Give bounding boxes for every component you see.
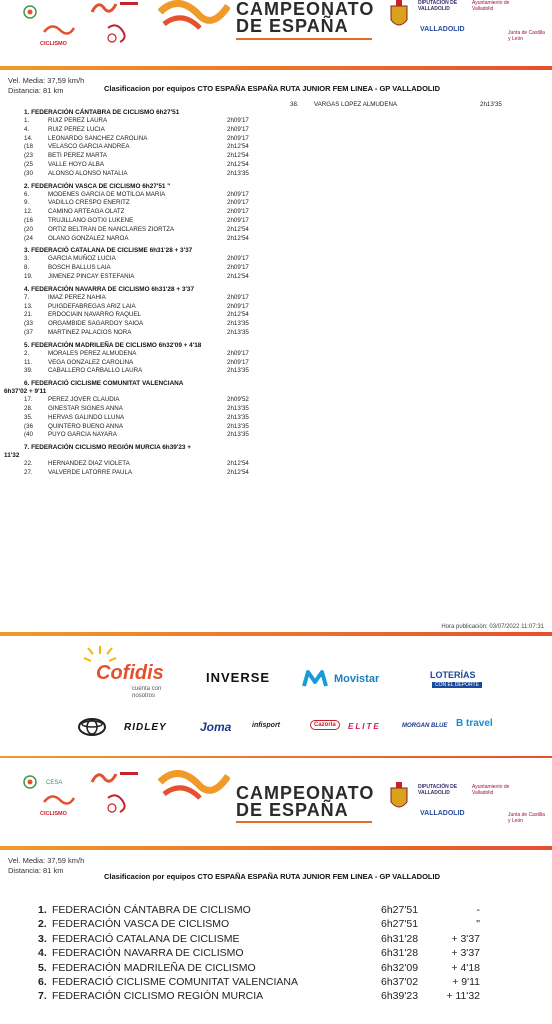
rider-row <box>24 320 284 329</box>
team-block <box>4 380 284 440</box>
summary-rank: 2. <box>38 918 47 931</box>
summary-gap: + 9'11 <box>452 975 480 988</box>
ciclismo-logo <box>38 22 78 48</box>
inverse-logo: INVERSE <box>206 670 271 685</box>
rider-time: 2h09'17 <box>227 134 249 142</box>
ridley-logo: RIDLEY <box>124 722 167 733</box>
rider-name: GINESTAR SIGNES ANNA <box>48 404 123 412</box>
team-block <box>24 247 284 281</box>
rider-name: RUIZ PEREZ LUCIA <box>48 125 105 133</box>
rider-row <box>24 469 284 478</box>
rider-time: 2h12'54 <box>227 160 249 168</box>
valladolid-logo: VALLADOLID <box>420 810 465 817</box>
extra-rider-row <box>290 101 520 110</box>
rider-row <box>24 170 284 179</box>
rider-name: VADILLO CRESPO ENERITZ <box>48 199 130 207</box>
distance: Distancia: 81 km <box>8 866 64 875</box>
rider-position: (18 <box>24 143 33 151</box>
rider-name: PUYO GARCIA NAYARA <box>48 431 117 439</box>
rider-name: ORGAMBIDE SAGARDOY SAIOA <box>48 320 144 328</box>
rider-name: ORTIZ BELTRAN DE NANCLARES ZIORTZA <box>48 225 175 233</box>
rider-name: LEONARDO SANCHEZ CAROLINA <box>48 134 148 142</box>
cesa-text: CESA <box>46 780 63 786</box>
rider-time: 2h12'54 <box>227 143 249 151</box>
rider-row <box>24 396 284 405</box>
summary-gap: + 3'37 <box>451 947 480 960</box>
summary-team: FEDERACIÓN VASCA DE CICLISMO <box>52 918 230 931</box>
rider-position: 7. <box>24 293 30 301</box>
rider-name: PUIGDEFABREGAS ARIZ LAIA <box>48 302 136 310</box>
joma-logo: Joma <box>200 720 232 734</box>
diputacion-logo: DIPUTACIÓN DE VALLADOLID <box>418 784 458 796</box>
rider-name: VELASCO GARCIA ANDREA <box>48 143 130 151</box>
summary-table <box>38 904 552 1005</box>
summary-time: 6h31'28 <box>381 947 419 960</box>
rider-row <box>24 226 284 235</box>
rider-position: 2. <box>24 349 30 357</box>
elite-logo: ELITE <box>348 722 381 731</box>
championship-swoosh-logo <box>158 0 230 40</box>
summary-row <box>38 904 552 918</box>
rider-time: 2h13'35 <box>227 169 249 177</box>
team-header: 7. FEDERACIÓN CICLISMO REGIÓN MURCIA 6h39'23 + <box>24 444 191 452</box>
rider-position: (25 <box>24 160 33 168</box>
rider-time: 2h12'54 <box>227 272 249 280</box>
infisport-logo: infisport <box>252 722 280 729</box>
summary-team: FEDERACIÓN MADRILEÑA DE CICLISMO <box>52 961 256 974</box>
rider-name: PEREZ JOVER CLAUDIA <box>48 396 120 404</box>
team-block <box>4 444 284 478</box>
rider-row <box>24 431 284 440</box>
rider-row <box>24 126 284 135</box>
cesa-logo <box>22 4 52 22</box>
loterias-tagline: CON EL DEPORTE <box>432 682 482 688</box>
rider-row <box>24 303 284 312</box>
team-block <box>24 286 284 338</box>
svg-text:CICLISMO: CICLISMO <box>40 41 67 47</box>
junta-logo: Junta de Castilla y León <box>508 30 545 42</box>
team-block <box>24 183 284 244</box>
rider-time: 2h13'35 <box>227 431 249 439</box>
avg-speed: Vel. Media: 37,59 km/h <box>8 76 85 85</box>
rider-position: 28. <box>24 404 33 412</box>
junta-logo: Junta de Castilla y León <box>508 812 545 824</box>
loterias-logo: LOTERÍAS <box>430 670 476 680</box>
rider-position: (30 <box>24 169 33 177</box>
rider-position: 14. <box>24 134 33 142</box>
rider-position: 35. <box>24 413 33 421</box>
rider-row <box>24 367 284 376</box>
rider-name: MORALES PEREZ ALMUDENA <box>48 349 137 357</box>
summary-team: FEDERACIÓN CÁNTABRA DE CICLISMO <box>52 904 251 916</box>
header-banner <box>0 0 552 66</box>
summary-gap: + 3'37 <box>451 932 480 945</box>
rider-row <box>24 152 284 161</box>
rider-time: 2h09'17 <box>227 255 249 263</box>
rider-row <box>24 191 284 200</box>
rider-row <box>24 208 284 217</box>
rider-name: BOSCH BALLUS LAIA <box>48 264 111 272</box>
rider-name: VARGAS LOPEZ ALMUDENA <box>314 101 398 108</box>
rider-row <box>24 161 284 170</box>
rider-name: TRUJILLANO GOTXI LUKENE <box>48 216 134 224</box>
summary-team: FEDERACIÓN CICLISMO REGIÓN MURCIA <box>52 990 264 1003</box>
rider-time: 2h09'17 <box>227 117 249 124</box>
rider-position: 17. <box>24 396 33 404</box>
summary-time: 6h37'02 <box>381 975 419 988</box>
rider-position: 22. <box>24 460 33 468</box>
team-header-continued: 6h37'02 + 9'11 <box>4 388 47 396</box>
summary-gap: + 11'32 <box>446 990 480 1003</box>
rider-time: 2h13'35 <box>227 413 249 421</box>
rider-time: 2h13'35 <box>227 404 249 412</box>
orange-divider-3 <box>0 756 552 758</box>
rider-row <box>24 423 284 432</box>
rider-position: 27. <box>24 468 33 476</box>
rider-name: VEGA GONZALEZ CAROLINA <box>48 358 134 366</box>
summary-row <box>38 947 552 961</box>
rider-position: (24 <box>24 234 33 242</box>
rider-position: (40 <box>24 431 33 439</box>
rider-position: 12. <box>24 208 33 216</box>
results-page-top <box>0 0 552 96</box>
toyota-icon <box>78 718 106 736</box>
classification-title: Clasificacion por equipos CTO ESPAÑA ESPAÑA RUTA JUNIOR FEM LINEA - GP VALLADOLID <box>104 84 440 93</box>
summary-time: 6h31'28 <box>381 932 419 945</box>
ayuntamiento-logo: Ayuntamiento de Valladolid <box>472 784 510 796</box>
cazorla-logo: Cazorla <box>310 720 340 730</box>
results-page-summary <box>0 770 552 881</box>
team-header: 1. FEDERACIÓN CÁNTABRA DE CICLISMO 6h27'51 <box>24 109 180 116</box>
castilla-leon-cycling-logo <box>98 794 134 820</box>
summary-time: 6h39'23 <box>381 990 419 1003</box>
header-banner-2 <box>0 770 552 836</box>
rider-time: 2h13'35 <box>480 101 502 108</box>
rider-row <box>24 143 284 152</box>
summary-gap: - <box>476 904 480 916</box>
rider-position: 6. <box>24 190 30 198</box>
rider-row <box>24 414 284 423</box>
rider-time: 2h09'17 <box>227 302 249 310</box>
zaratan-crest-icon <box>388 0 410 32</box>
rider-row <box>24 135 284 144</box>
ayuntamiento-logo: Ayuntamiento de Valladolid <box>472 0 510 12</box>
summary-rank: 1. <box>38 904 47 916</box>
distance: Distancia: 81 km <box>8 86 64 95</box>
rider-row <box>24 264 284 273</box>
rider-time: 2h09'17 <box>227 358 249 366</box>
rider-name: VALVERDE LATORRE PAULA <box>48 468 133 476</box>
rider-time: 2h09'52 <box>227 396 249 404</box>
rider-name: HERVAS GALINDO LLUNA <box>48 413 125 421</box>
sponsors-section <box>0 640 552 750</box>
cofidis-logo: Cofidis <box>96 662 164 684</box>
svg-text:CICLISMO: CICLISMO <box>40 811 67 817</box>
ciclismo-logo <box>38 792 78 818</box>
championship-swoosh-logo <box>158 770 230 810</box>
rider-name: MODENES GARCIA DE MOTILOA MARIA <box>48 190 166 198</box>
title-underline <box>236 38 372 40</box>
rider-name: QUINTERO BUENO ANNA <box>48 422 123 430</box>
team-header: 2. FEDERACIÓN VASCA DE CICLISMO 6h27'51 " <box>24 182 171 190</box>
summary-rank: 5. <box>38 961 47 974</box>
rider-row <box>24 329 284 338</box>
movistar-logo: Movistar <box>334 673 380 685</box>
summary-rank: 7. <box>38 990 47 1003</box>
summary-gap: + 4'18 <box>451 961 480 974</box>
rider-position: 8. <box>24 264 30 272</box>
rider-name: ERDOCIAIN NAVARRO RAQUEL <box>48 311 141 319</box>
rider-name: OLANO GONZALEZ NAROA <box>48 234 129 242</box>
rider-position: (23 <box>24 152 33 160</box>
rider-time: 2h09'17 <box>227 293 249 301</box>
rider-time: 2h13'35 <box>227 422 249 430</box>
summary-team: FEDERACIÓ CATALANA DE CICLISME <box>52 932 240 945</box>
championship-title-line2: DE ESPAÑA <box>236 16 349 36</box>
castilla-leon-cycling-logo <box>98 24 134 50</box>
rider-name: MARTINEZ PALACIOS NORA <box>48 328 132 336</box>
rider-row <box>24 405 284 414</box>
team-header: 5. FEDERACIÓN MADRILEÑA DE CICLISMO 6h32'09 + 4'18 <box>24 341 202 349</box>
rider-position: (16 <box>24 216 33 224</box>
rider-position: 1. <box>24 117 30 124</box>
team-header: 3. FEDERACIÓ CATALANA DE CICLISME 6h31'28 + 3'37 <box>24 247 193 255</box>
valladolid-logo: VALLADOLID <box>420 26 465 33</box>
summary-rank: 6. <box>38 975 47 988</box>
rider-row <box>24 117 284 126</box>
rider-time: 2h13'35 <box>227 328 249 336</box>
rider-name: CAMINO ARTEAGA OLATZ <box>48 208 125 216</box>
rider-position: (33 <box>24 320 33 328</box>
orange-divider-2 <box>0 632 552 636</box>
summary-row <box>38 918 552 932</box>
rider-row <box>24 359 284 368</box>
rider-time: 2h12'54 <box>227 311 249 319</box>
rider-time: 2h12'54 <box>227 225 249 233</box>
rider-time: 2h09'17 <box>227 349 249 357</box>
team-block <box>24 109 284 179</box>
summary-rank: 4. <box>38 947 47 960</box>
summary-time: 6h27'51 <box>381 904 419 916</box>
championship-title-line1: CAMPEONATO <box>236 783 375 803</box>
summary-time: 6h32'09 <box>381 961 419 974</box>
summary-gap: " <box>476 918 480 931</box>
rider-row <box>24 350 284 359</box>
rider-name: VALLE HOYO ALBA <box>48 160 104 168</box>
rider-position: (20 <box>24 225 33 233</box>
rider-time: 2h09'17 <box>227 208 249 216</box>
rider-row <box>24 311 284 320</box>
team-header: 6. FEDERACIÓ CICLISME COMUNITAT VALENCIANA <box>24 380 184 388</box>
rider-time: 2h12'54 <box>227 460 249 468</box>
summary-row <box>38 990 552 1004</box>
summary-team: FEDERACIÓ CICLISME COMUNITAT VALENCIANA <box>52 975 299 988</box>
rider-position: 39. <box>24 367 33 375</box>
championship-title-line2: DE ESPAÑA <box>236 800 349 820</box>
rider-name: GARCIA MUÑOZ LUCIA <box>48 255 116 263</box>
summary-row <box>38 962 552 976</box>
rider-position: (36 <box>24 422 33 430</box>
zaratan-crest-icon <box>388 782 410 814</box>
rider-name: HERNANDEZ DIAZ VIOLETA <box>48 460 130 468</box>
morgan-blue-logo: MORGAN BLUE <box>402 723 448 729</box>
team-results <box>4 109 284 482</box>
rider-position: 11. <box>24 358 33 366</box>
rider-time: 2h09'17 <box>227 125 249 133</box>
movistar-m-icon <box>302 668 328 688</box>
rider-row <box>24 199 284 208</box>
rider-time: 2h12'54 <box>227 234 249 242</box>
rider-name: CABALLERO CARBALLO LAURA <box>48 367 143 375</box>
rider-position: (37 <box>24 328 33 336</box>
rider-position: 13. <box>24 302 33 310</box>
rider-time: 2h09'17 <box>227 216 249 224</box>
rider-name: IMAZ PEREZ NAHIA <box>48 293 106 301</box>
rider-time: 2h09'17 <box>227 264 249 272</box>
rider-position: 9. <box>24 199 30 207</box>
rider-position: 3. <box>24 255 30 263</box>
rider-row <box>24 294 284 303</box>
rider-row <box>24 460 284 469</box>
rider-time: 2h12'54 <box>227 152 249 160</box>
championship-title-line1: CAMPEONATO <box>236 0 375 19</box>
team-block <box>24 342 284 376</box>
rider-position: 19. <box>24 272 33 280</box>
rfec-logo <box>90 770 140 786</box>
rider-name: JIMENEZ PINCAY ESTEFANIA <box>48 272 135 280</box>
rider-time: 2h13'35 <box>227 320 249 328</box>
diputacion-logo: DIPUTACIÓN DE VALLADOLID <box>418 0 458 12</box>
summary-row <box>38 976 552 990</box>
title-underline <box>236 821 372 823</box>
cofidis-tagline: cuenta con nosotros <box>132 686 162 699</box>
rider-time: 2h12'54 <box>227 468 249 476</box>
summary-row <box>38 933 552 947</box>
rider-position: 38. <box>290 101 299 108</box>
rider-row <box>24 217 284 226</box>
rider-position: 21. <box>24 311 33 319</box>
avg-speed: Vel. Media: 37,59 km/h <box>8 856 85 865</box>
btravel-logo: B travel <box>456 718 493 729</box>
rider-name: ALONSO ALONSO NATALIA <box>48 169 128 177</box>
summary-rank: 3. <box>38 932 47 945</box>
team-header: 4. FEDERACIÓN NAVARRA DE CICLISMO 6h31'28 + 3'37 <box>24 285 195 293</box>
rider-row <box>24 273 284 282</box>
rider-row <box>24 255 284 264</box>
summary-team: FEDERACIÓN NAVARRA DE CICLISMO <box>52 947 244 960</box>
team-header-continued: 11'32 <box>4 452 20 460</box>
rider-row <box>24 235 284 244</box>
rider-time: 2h09'17 <box>227 190 249 198</box>
rider-time: 2h09'17 <box>227 199 249 207</box>
rider-position: 4. <box>24 125 30 133</box>
rider-name: RUIZ PEREZ LAURA <box>48 117 108 124</box>
publication-time: Hora publicación: 03/07/2022 11:07:31 <box>441 624 544 630</box>
rider-name: BETI PEREZ MARTA <box>48 152 107 160</box>
summary-time: 6h27'51 <box>381 918 419 931</box>
rider-time: 2h13'35 <box>227 367 249 375</box>
rfec-logo <box>90 0 140 16</box>
classification-title: Clasificacion por equipos CTO ESPAÑA ESPAÑA RUTA JUNIOR FEM LINEA - GP VALLADOLID <box>104 872 440 881</box>
